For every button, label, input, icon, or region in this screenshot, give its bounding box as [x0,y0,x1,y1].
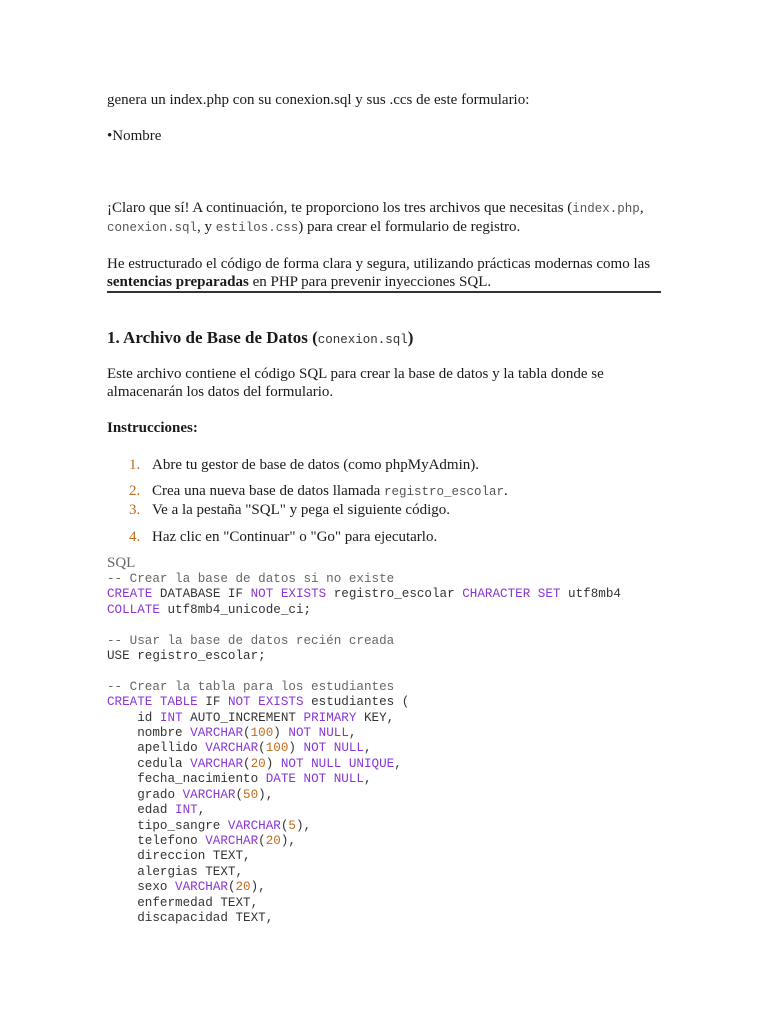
code-language-label: SQL [107,555,136,571]
code-line [107,741,372,755]
code-token: ), [295,818,312,833]
code-line [107,603,311,617]
code-token: apellido [107,741,206,756]
code-token: direccion TEXT, [107,849,251,864]
code-token: 20 [250,756,266,771]
code-line [107,711,394,725]
heading-prefix: 1. Archivo de Base de Datos ( [107,328,318,347]
code-token: ), [258,787,274,802]
list-item [107,501,661,519]
code-token: discapacidad TEXT, [107,910,274,925]
code-token: 50 [243,787,259,802]
code-token: DATE [265,772,296,787]
code-token: ), [250,880,266,895]
step-number: 1. [129,457,141,473]
code-token: alergias TEXT, [107,864,244,879]
code-token [296,772,304,786]
code-token: VARCHAR [205,741,259,756]
section-divider [107,291,661,293]
step-number: 4. [129,529,141,545]
code-token: tipo_sangre [107,818,228,833]
section-description: Este archivo contiene el código SQL para crear la base de datos y la tabla donde se almacenarán los datos del formulario. [107,366,604,400]
intro-text-1: ¡Claro que sí! A continuación, te proporciono los tres archivos que necesitas ( [107,200,573,216]
step-code: registro_escolar [384,485,505,499]
code-token: VARCHAR [205,833,259,848]
code-token: NOT NULL [288,726,349,741]
code-token: telefono [107,833,206,848]
code-token: fecha_nacimiento [107,772,266,787]
code-line [107,880,266,894]
code-token: ) [265,756,281,771]
code-token: COLLATE [107,602,160,617]
prompt-bullet: •Nombre [107,128,162,144]
code-token: edad [107,803,176,818]
code-token: INT [175,803,198,818]
code-token: ( [258,741,266,756]
code-token: VARCHAR [182,787,236,802]
list-item [107,482,661,501]
code-token: 100 [265,741,289,756]
heading-suffix: ) [407,328,414,347]
list-item [107,456,661,474]
code-token: CREATE TABLE [107,695,198,710]
structure-bold: sentencias preparadas [107,274,249,290]
intro-file-conexion: conexion.sql [107,221,198,235]
code-token: NOT NULL UNIQUE [280,756,395,771]
instructions-label-text: Instrucciones: [107,420,198,436]
code-token: CREATE [107,587,153,602]
code-line [107,788,273,802]
step-text: Crea una nueva base de datos llamada [152,483,384,499]
code-line [107,726,356,740]
structure-text-1: He estructurado el código de forma clara y segura, utilizando prácticas modernas como las [107,256,651,272]
code-line [107,757,402,771]
code-token: ( [258,833,266,848]
code-line [107,695,409,709]
intro-file-index: index.php [572,202,640,216]
prompt-line: genera un index.php con su conexion.sql y sus .ccs de este formulario: [107,92,530,108]
code-token: 5 [288,818,296,833]
intro-paragraph [107,199,661,237]
code-line [107,896,258,910]
code-token: estudiantes ( [303,695,410,710]
code-token: ) [288,741,304,756]
code-token: ( [235,787,244,802]
code-token: sexo [107,880,176,895]
code-token: registro_escolar [326,587,463,602]
structure-paragraph [107,255,661,291]
code-token: NOT EXISTS [250,587,327,602]
code-token: NOT NULL [303,772,364,787]
code-token: grado [107,787,183,802]
code-token: cedula [107,756,191,771]
code-token: -- Usar la base de datos recién creada [107,633,395,648]
intro-text-2: ) para crear el formulario de registro. [298,219,521,235]
code-token: NOT NULL [303,741,364,756]
code-token: DATABASE IF [152,587,251,602]
code-line [107,819,311,833]
code-line [107,803,205,817]
step-text: Ve a la pestaña "SQL" y pega el siguiente código. [152,502,450,518]
code-token: utf8mb4 [560,587,621,602]
section-heading [107,327,661,351]
code-token: 20 [235,880,251,895]
code-token: utf8mb4_unicode_ci; [159,602,312,617]
sql-code-block [107,572,661,926]
code-line [107,834,296,848]
step-number: 2. [129,483,141,499]
code-token: , [197,803,206,818]
code-token: , [348,726,357,741]
code-token: ( [243,726,251,741]
code-token: -- Crear la tabla para los estudiantes [107,679,395,694]
code-token: enfermedad TEXT, [107,895,259,910]
code-token: NOT EXISTS [227,695,304,710]
code-line [107,772,372,786]
intro-sep-2: , y [197,219,216,235]
code-token: , [364,741,372,756]
structure-text-2: en PHP para prevenir inyecciones SQL. [248,274,492,290]
code-token: VARCHAR [190,756,244,771]
code-line [107,680,394,694]
intro-sep-1: , [639,200,644,216]
code-token: ( [280,818,289,833]
code-token: KEY, [356,710,395,725]
code-token: 20 [265,833,281,848]
code-token: , [363,772,372,787]
code-token: ( [243,756,251,771]
code-token: USE registro_escolar; [107,649,266,664]
code-token: ) [273,726,289,741]
code-token: AUTO_INCREMENT [182,710,304,725]
list-item [107,528,661,546]
code-line [107,849,251,863]
code-line [107,911,273,925]
code-token: VARCHAR [190,726,244,741]
code-token: IF [197,695,228,710]
code-line [107,587,621,601]
code-token: ), [280,833,296,848]
step-number: 3. [129,502,141,518]
code-line [107,649,266,663]
code-token: , [394,756,402,771]
code-token: PRIMARY [303,710,357,725]
code-token: CHARACTER SET [462,587,561,602]
code-token: id [107,710,160,725]
code-token: INT [159,710,183,725]
code-token: VARCHAR [227,818,281,833]
instructions-list [107,456,661,546]
intro-file-estilos: estilos.css [215,221,299,235]
document-page [107,90,661,926]
step-text: Abre tu gestor de base de datos (como phpMyAdmin). [152,457,480,473]
step-text: Haz clic en "Continuar" o "Go" para ejecutarlo. [152,529,438,545]
code-token: nombre [107,726,191,741]
code-line [107,634,394,648]
instructions-label [107,419,661,437]
step-text-after: . [504,483,508,499]
code-token: VARCHAR [175,880,228,895]
code-line [107,865,243,879]
code-token: -- Crear la base de datos si no existe [107,572,395,586]
code-token: ( [227,880,236,895]
code-token: 100 [250,726,274,741]
code-line [107,572,394,586]
heading-code: conexion.sql [317,333,408,347]
